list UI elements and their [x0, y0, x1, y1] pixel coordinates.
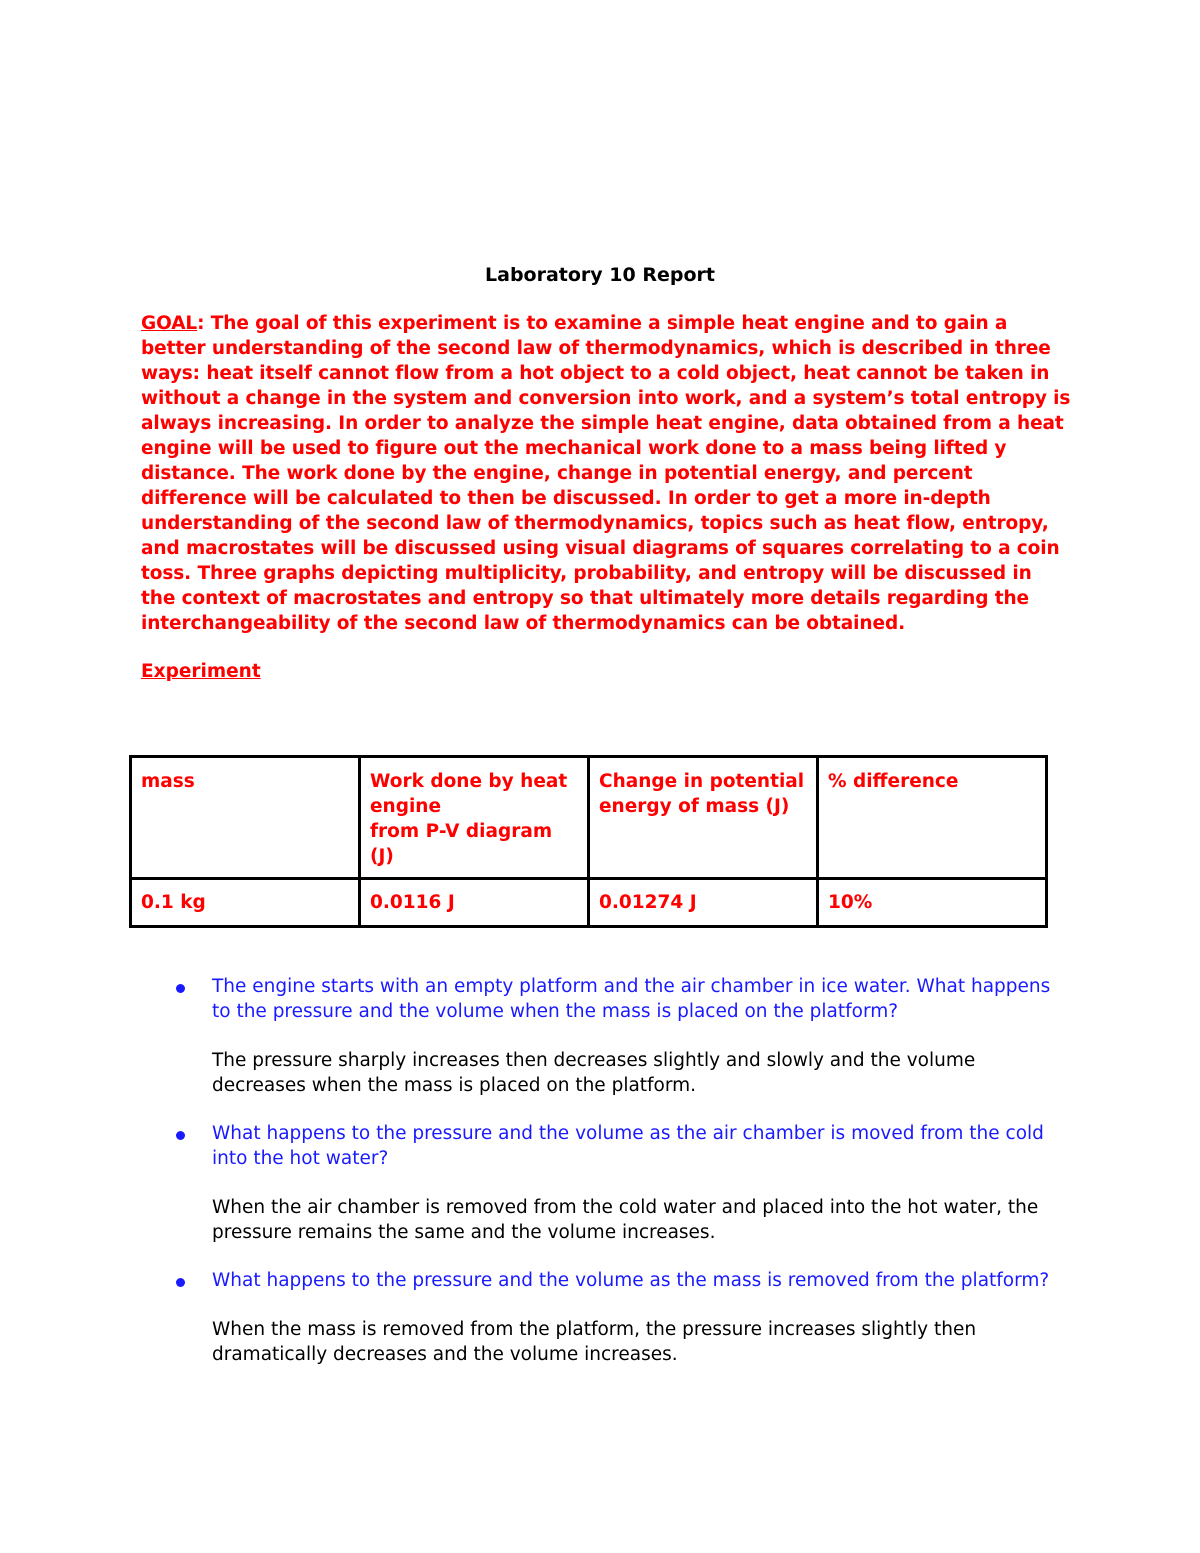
qa-item — [176, 974, 1056, 1098]
qa-item — [176, 1268, 1056, 1367]
header-potential-energy: Change in potential energy of mass (J) — [589, 757, 818, 879]
header-work: Work done by heat engine from P-V diagram (J) — [360, 757, 589, 879]
cell-potential-energy: 0.01274 J — [589, 879, 818, 927]
bullet-icon — [176, 984, 185, 993]
question-text: What happens to the pressure and the volume as the mass is removed from the platform? — [212, 1270, 1050, 1291]
goal-text: : The goal of this experiment is to examine a simple heat engine and to gain a better understanding of the second law of thermodynamics, which is described in three ways: heat itself cannot flow from a hot object to a cold object, heat cannot be taken in without a change in the system and conversion into work, and a system’s total entropy is always increasing. In order to analyze the simple heat engine, data obtained from a heat engine will be used to figure out the mechanical work done to a mass being lifted y distance. The work done by the engine, change in potential energy, and percent difference will be calculated to then be discussed. In order to get a more in-depth understanding of the second law of thermodynamics, topics such as heat flow, entropy, and macrostates will be discussed using visual diagrams of squares correlating to a coin toss. Three graphs depicting multiplicity, probability, and entropy will be discussed in the context of macrostates and entropy so that ultimately more details regarding the interchangeability of the second law of thermodynamics can be obtained. — [141, 313, 1071, 634]
experiment-heading: Experiment — [141, 661, 261, 682]
answer-text: The pressure sharply increases then decreases slightly and slowly and the volume decreases when the mass is placed on the platform. — [212, 1050, 976, 1096]
bullet-icon — [176, 1278, 185, 1287]
table-row — [131, 879, 1047, 927]
goal-label: GOAL — [141, 313, 198, 334]
cell-work: 0.0116 J — [360, 879, 589, 927]
question-text: The engine starts with an empty platform and the air chamber in ice water. What happens to the pressure and the volume when the mass is placed on the platform? — [212, 976, 1051, 1022]
cell-percent-difference: 10% — [818, 879, 1047, 927]
answer-text: When the air chamber is removed from the cold water and placed into the hot water, the pressure remains the same and the volume increases. — [212, 1197, 1039, 1243]
answer-text: When the mass is removed from the platform, the pressure increases slightly then dramatically decreases and the volume increases. — [212, 1319, 977, 1365]
qa-item — [176, 1121, 1056, 1245]
page-title: Laboratory 10 Report — [485, 264, 715, 286]
bullet-icon — [176, 1131, 185, 1140]
results-table — [129, 755, 1048, 928]
goal-paragraph — [141, 311, 1071, 636]
header-percent-difference: % difference — [818, 757, 1047, 879]
header-mass: mass — [131, 757, 360, 879]
cell-mass: 0.1 kg — [131, 879, 360, 927]
question-text: What happens to the pressure and the volume as the air chamber is moved from the cold into the hot water? — [212, 1123, 1044, 1169]
table-header-row — [131, 757, 1047, 879]
